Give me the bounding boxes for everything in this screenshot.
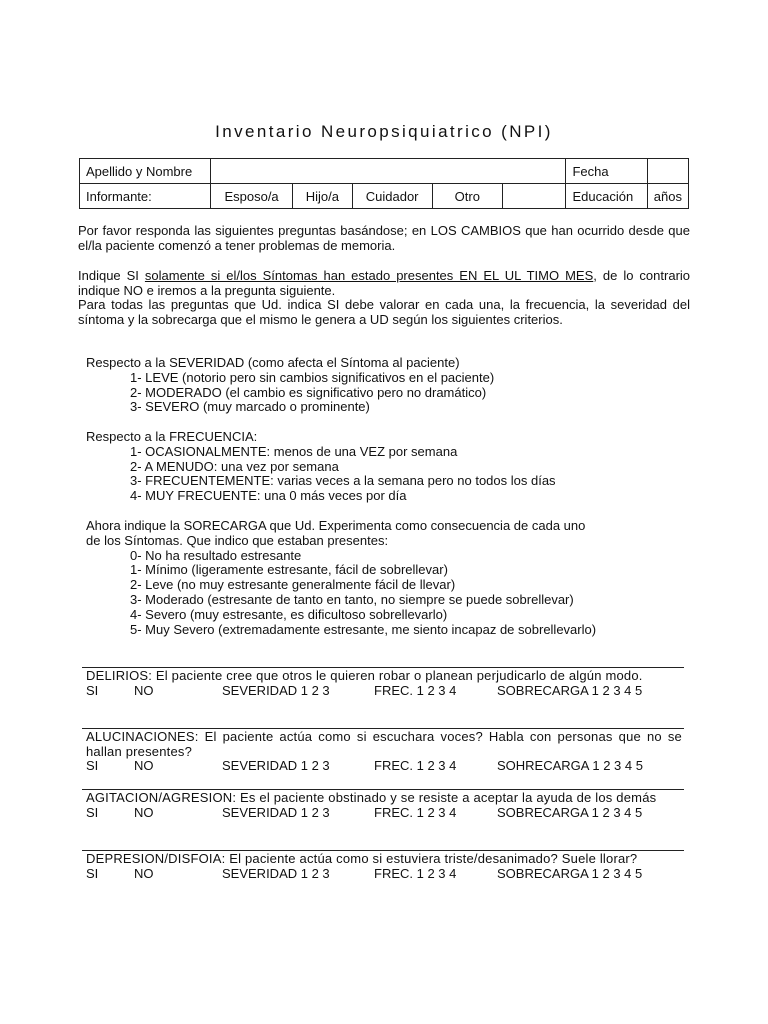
sobrecarga-heading-1: Ahora indique la SORECARGA que Ud. Experimenta como consecuencia de cada uno xyxy=(86,518,586,533)
answer-si[interactable]: SI xyxy=(86,804,99,820)
anos-field[interactable]: años xyxy=(647,184,688,209)
sobrecarga-item: 4- Severo (muy estresante, es dificultoso sobrellevarlo) xyxy=(130,606,448,622)
severidad-scale[interactable]: SEVERIDAD 1 2 3 xyxy=(222,758,330,773)
fecha-field[interactable] xyxy=(647,159,688,184)
answer-no[interactable]: NO xyxy=(134,758,154,773)
question-agitacion xyxy=(86,791,682,821)
educacion-label: Educación xyxy=(566,184,647,209)
frecuencia-scale[interactable]: FREC. 1 2 3 4 xyxy=(374,804,457,820)
frecuencia-scale[interactable]: FREC. 1 2 3 4 xyxy=(374,682,457,698)
sobrecarga-item: 2- Leve (no muy estresante generalmente fácil de llevar) xyxy=(130,577,456,593)
severidad-item: 3- SEVERO (muy marcado o prominente) xyxy=(130,399,370,415)
sobrecarga-item: 0- No ha resultado estresante xyxy=(130,547,302,563)
sobrecarga-scale[interactable]: SOHRECARGA 1 2 3 4 5 xyxy=(497,758,643,773)
frecuencia-scale[interactable]: FREC. 1 2 3 4 xyxy=(374,758,457,773)
page-title: Inventario Neuropsiquiatrico (NPI) xyxy=(215,122,553,141)
question-text: DELIRIOS: El paciente cree que otros le quieren robar o planean perjudicarlo de algún modo. xyxy=(86,668,643,683)
intro-paragraph-1: Por favor responda las siguientes preguntas basándose; en LOS CAMBIOS que han ocurrido desde que el/la paciente comenzó a tener problemas de memoria. xyxy=(78,223,690,253)
frecuencia-section xyxy=(86,430,690,504)
answer-si[interactable]: SI xyxy=(86,682,99,698)
spacer-cell xyxy=(503,184,566,209)
frecuencia-item: 1- OCASIONALMENTE: menos de una VEZ por semana xyxy=(130,443,458,459)
sobrecarga-item: 5- Muy Severo (extremadamente estresante, me siento incapaz de sobrellevarlo) xyxy=(130,621,597,637)
option-hijo[interactable]: Hijo/a xyxy=(292,184,352,209)
sobrecarga-item: 3- Moderado (estresante de tanto en tanto, no siempre se puede sobrellevar) xyxy=(130,591,574,607)
option-cuidador[interactable]: Cuidador xyxy=(352,184,432,209)
apellido-field[interactable] xyxy=(211,159,566,184)
sobrecarga-section xyxy=(86,519,690,637)
answer-si[interactable]: SI xyxy=(86,865,99,881)
severidad-item: 1- LEVE (notorio pero sin cambios significativos en el paciente) xyxy=(130,369,495,385)
answer-si[interactable]: SI xyxy=(86,758,99,773)
question-text: AGITACION/AGRESION: Es el paciente obstinado y se resiste a aceptar la ayuda de los demás xyxy=(86,790,657,805)
option-otro[interactable]: Otro xyxy=(432,184,503,209)
question-alucinaciones xyxy=(86,730,682,774)
answer-row xyxy=(86,806,682,821)
apellido-label: Apellido y Nombre xyxy=(80,159,211,184)
severidad-item: 2- MODERADO (el cambio es significativo pero no dramático) xyxy=(130,384,487,400)
answer-no[interactable]: NO xyxy=(134,682,154,698)
answer-row xyxy=(86,759,682,774)
severidad-scale[interactable]: SEVERIDAD 1 2 3 xyxy=(222,682,330,698)
frecuencia-item: 3- FRECUENTEMENTE: varias veces a la semana pero no todos los días xyxy=(130,473,556,489)
informante-label: Informante: xyxy=(80,184,211,209)
frecuencia-scale[interactable]: FREC. 1 2 3 4 xyxy=(374,865,457,881)
intro-p2-end: , de lo contrario indique NO e iremos a la pregunta siguiente. xyxy=(78,268,691,298)
sobrecarga-item: 1- Mínimo (ligeramente estresante, fácil de sobrellevar) xyxy=(130,562,448,578)
frecuencia-item: 2- A MENUDO: una vez por semana xyxy=(130,458,339,474)
answer-row xyxy=(86,867,682,882)
question-text: DEPRESION/DISFOIA: El paciente actúa como si estuviera triste/desanimado? Suele llorar? xyxy=(86,851,638,866)
intro-paragraph-2 xyxy=(78,268,690,298)
frecuencia-item: 4- MUY FRECUENTE: una 0 más veces por día xyxy=(130,488,407,504)
intro-p2-underlined: solamente si el/los Síntomas han estado presentes EN EL UL TIMO MES xyxy=(144,268,594,283)
sobrecarga-heading-2: de los Síntomas. Que indico que estaban presentes: xyxy=(86,532,389,548)
question-delirios xyxy=(86,669,682,699)
frecuencia-heading: Respecto a la FRECUENCIA: xyxy=(86,429,258,444)
sobrecarga-scale[interactable]: SOBRECARGA 1 2 3 4 5 xyxy=(497,865,643,881)
intro-paragraph-3: Para todas las preguntas que Ud. indica SI debe valorar en cada una, la frecuencia, la severidad del síntoma y la sobrecarga que el mismo le genera a UD según los siguientes criterios. xyxy=(78,297,690,327)
patient-info-table xyxy=(79,158,689,209)
severidad-scale[interactable]: SEVERIDAD 1 2 3 xyxy=(222,804,330,820)
answer-no[interactable]: NO xyxy=(134,865,154,881)
severidad-heading: Respecto a la SEVERIDAD (como afecta el Síntoma al paciente) xyxy=(86,355,460,370)
answer-no[interactable]: NO xyxy=(134,804,154,820)
severidad-scale[interactable]: SEVERIDAD 1 2 3 xyxy=(222,865,330,881)
answer-row xyxy=(86,684,682,699)
fecha-label: Fecha xyxy=(566,159,647,184)
sobrecarga-scale[interactable]: SOBRECARGA 1 2 3 4 5 xyxy=(497,804,643,820)
option-esposo[interactable]: Esposo/a xyxy=(211,184,293,209)
severidad-section xyxy=(86,356,690,415)
question-text: ALUCINACIONES: El paciente actúa como si escuchara voces? Habla con personas que no se hallan presentes? xyxy=(86,729,682,759)
question-depresion xyxy=(86,852,682,882)
sobrecarga-scale[interactable]: SOBRECARGA 1 2 3 4 5 xyxy=(497,682,643,698)
intro-p2-start: Indique SI xyxy=(78,268,145,283)
